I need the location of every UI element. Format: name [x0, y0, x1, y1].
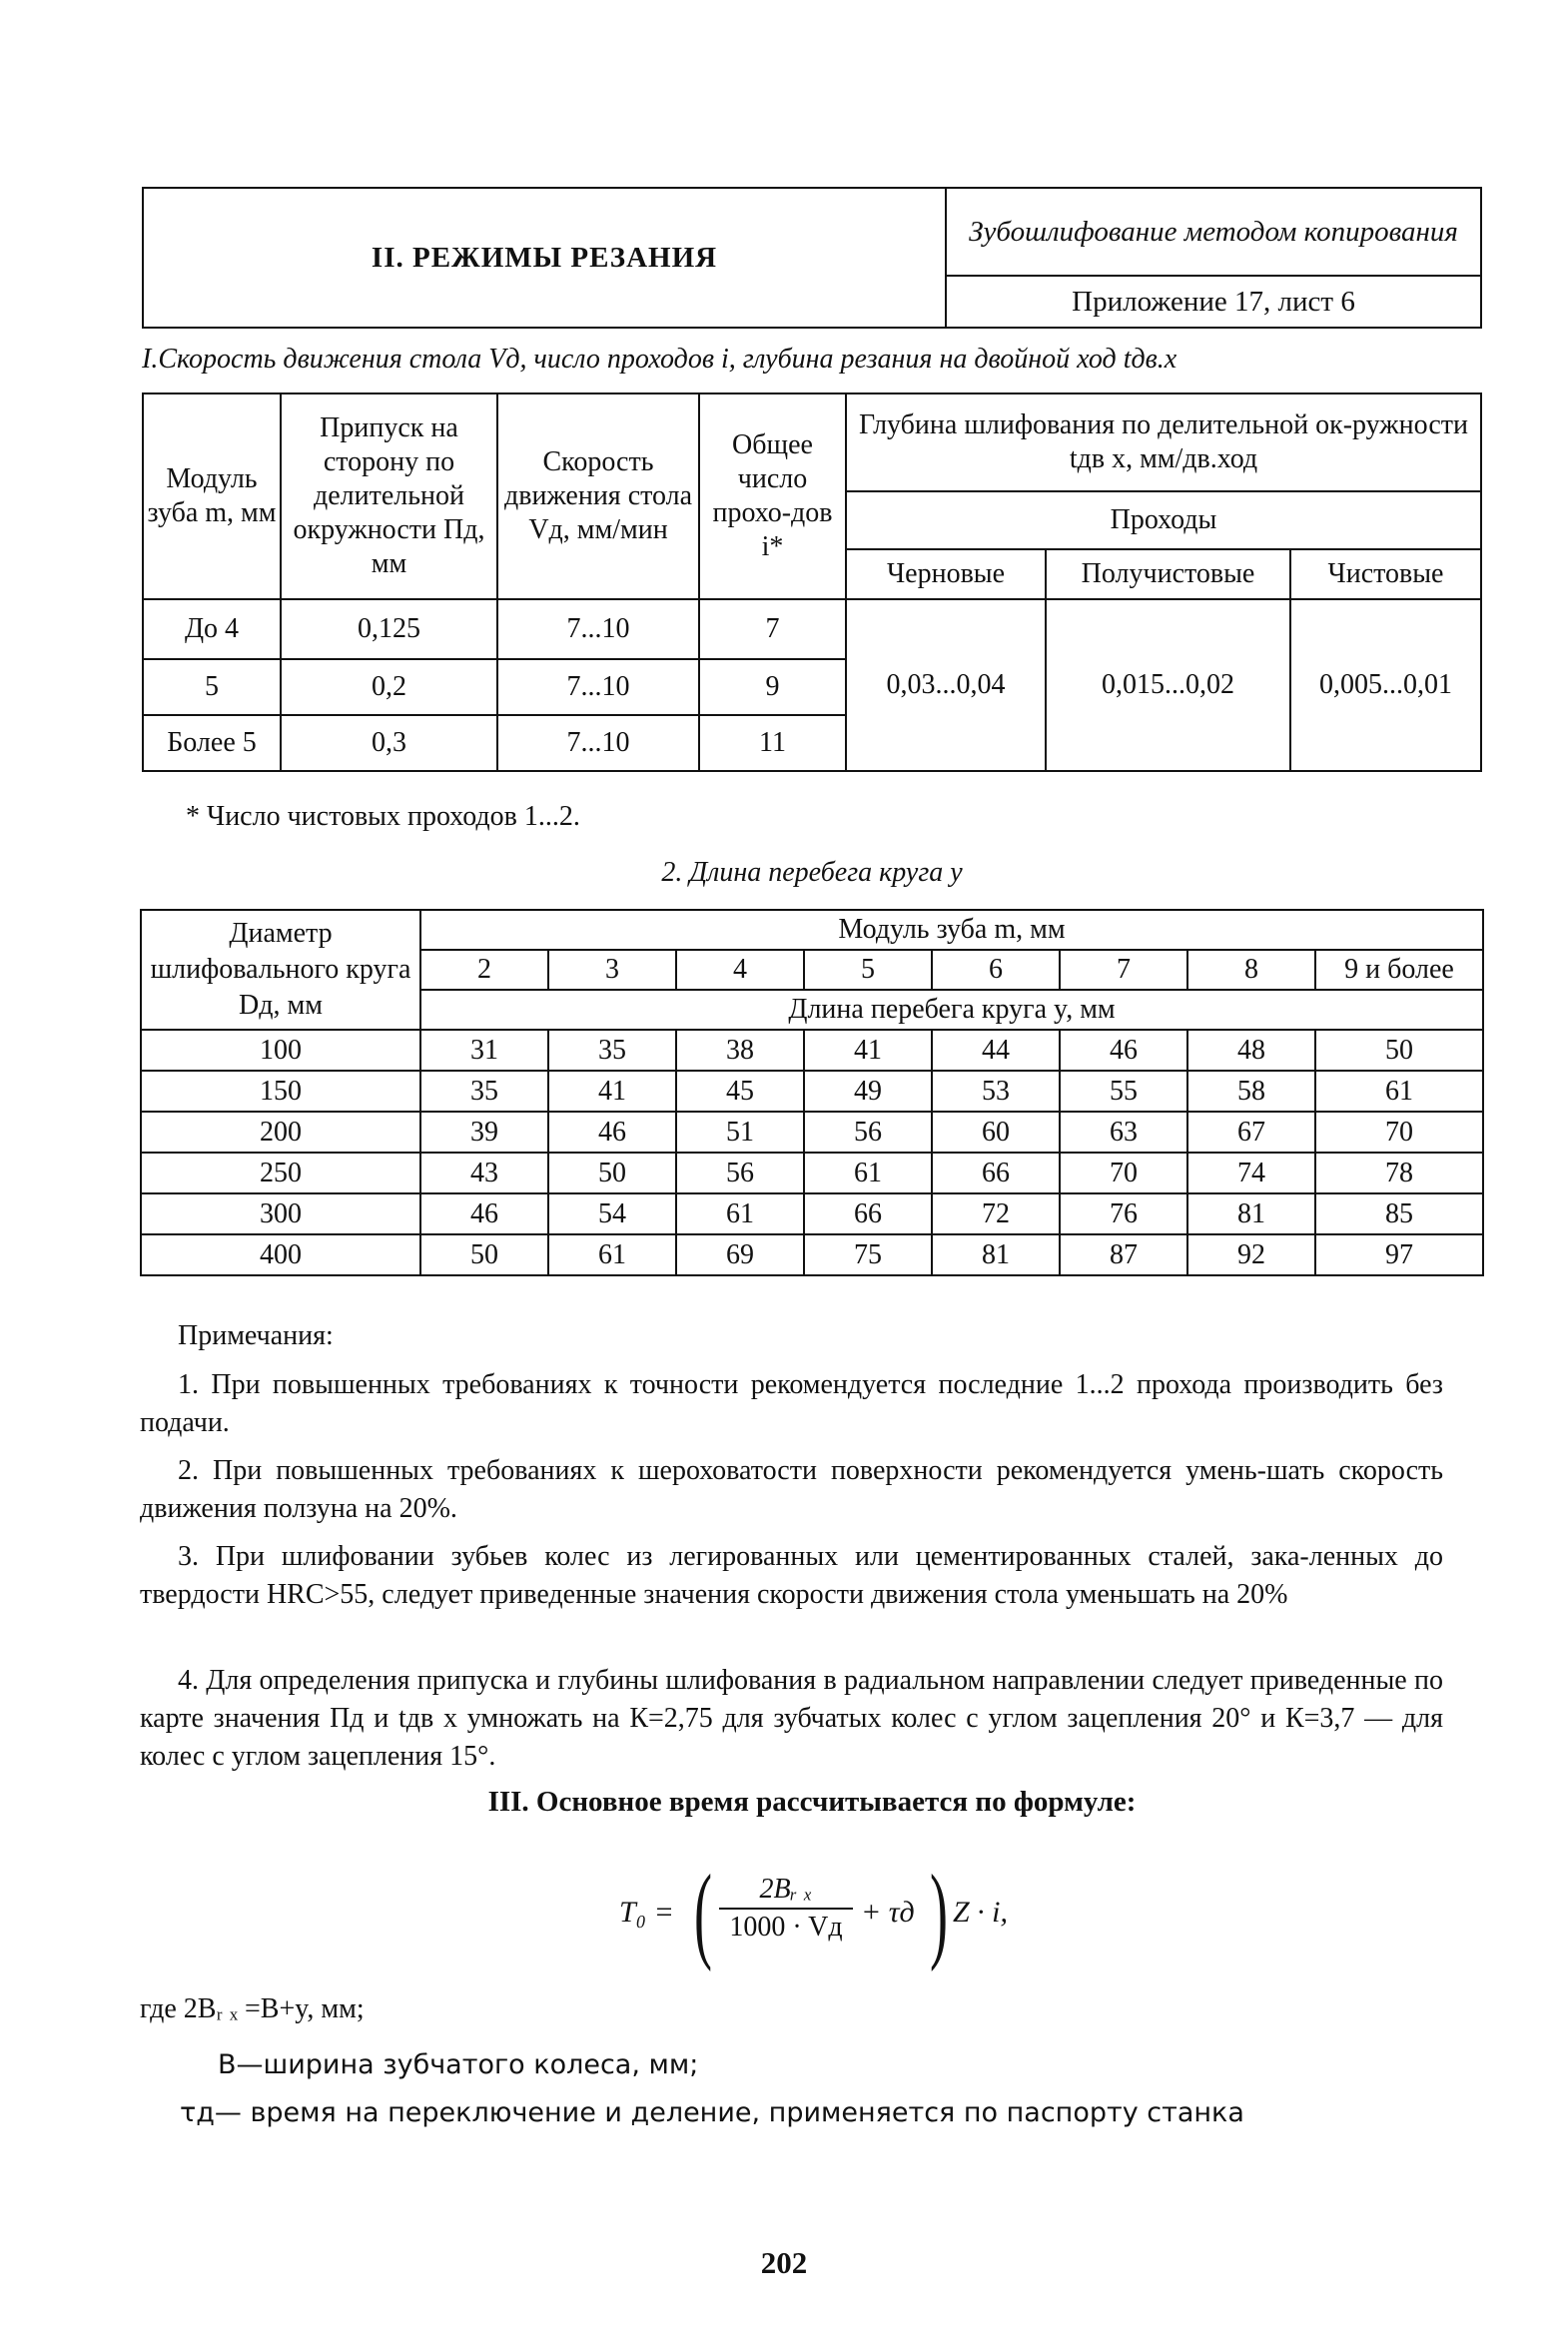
module-3: 3	[548, 950, 676, 990]
notes-title: Примечания:	[178, 1320, 334, 1351]
cell-diameter: 250	[141, 1153, 420, 1193]
table-row	[141, 1193, 1483, 1234]
cell-value: 61	[804, 1153, 932, 1193]
cell-value: 85	[1315, 1193, 1483, 1234]
cell-value: 43	[420, 1153, 548, 1193]
table-wheel-overrun	[140, 909, 1484, 1276]
cell-value: 70	[1315, 1112, 1483, 1153]
module-8: 8	[1187, 950, 1315, 990]
cell-allowance: 0,2	[281, 659, 497, 715]
formula-denominator: 1000 · Vд	[719, 1908, 853, 1944]
cell-value: 78	[1315, 1153, 1483, 1193]
cell-value: 72	[932, 1193, 1060, 1234]
cell-allowance: 0,3	[281, 715, 497, 771]
cell-passes: 9	[699, 659, 846, 715]
cell-module: 5	[143, 659, 281, 715]
table1-footnote: * Число чистовых проходов 1...2.	[186, 801, 580, 832]
table1-caption: I.Скорость движения стола Vд, число проходов i, глубина резания на двойной ход tдв.x	[142, 344, 1177, 375]
cell-value: 35	[548, 1030, 676, 1071]
col-speed-header: Скорость движения стола Vд, мм/мин	[497, 393, 699, 599]
header-block	[142, 187, 1482, 329]
table-row	[141, 1071, 1483, 1112]
cell-value: 38	[676, 1030, 804, 1071]
module-4: 4	[676, 950, 804, 990]
header-subtitle: Зубошлифование методом копирования	[946, 188, 1481, 276]
cell-diameter: 100	[141, 1030, 420, 1071]
cell-diameter: 400	[141, 1234, 420, 1275]
note-1: 1. При повышенных требованиях к точности рекомендуется последние 1...2 прохода производить без подачи.	[140, 1369, 1443, 1438]
module-7: 7	[1060, 950, 1187, 990]
col-depth-header: Глубина шлифования по делительной ок-ружности tдв х, мм/дв.ход	[846, 393, 1481, 491]
cell-speed: 7...10	[497, 715, 699, 771]
section3-title: III. Основное время рассчитывается по формуле:	[487, 1786, 1137, 1818]
tau-definition: τд— время на переключение и деление, применяется по паспорту станка	[180, 2097, 1244, 2128]
cell-diameter: 200	[141, 1112, 420, 1153]
cell-module: До 4	[143, 599, 281, 659]
cell-passes: 7	[699, 599, 846, 659]
cell-value: 61	[548, 1234, 676, 1275]
table-row	[141, 1234, 1483, 1275]
formula-lhs: T₀ =	[619, 1896, 674, 1929]
cell-depth-rough: 0,03...0,04	[846, 599, 1046, 771]
cell-value: 61	[676, 1193, 804, 1234]
cell-value: 41	[548, 1071, 676, 1112]
cell-value: 74	[1187, 1153, 1315, 1193]
cell-value: 66	[804, 1193, 932, 1234]
cell-value: 55	[1060, 1071, 1187, 1112]
cell-value: 44	[932, 1030, 1060, 1071]
b-definition: B—ширина зубчатого колеса, мм;	[218, 2049, 699, 2080]
cell-value: 56	[804, 1112, 932, 1153]
cell-value: 70	[1060, 1153, 1187, 1193]
col-module-header: Модуль зуба m, мм	[420, 910, 1483, 950]
formula-open-paren: (	[693, 1854, 712, 1972]
cell-value: 46	[548, 1112, 676, 1153]
table2-caption: 2. Длина перебега круга y	[661, 857, 963, 888]
formula-close-paren: )	[929, 1854, 948, 1972]
cell-value: 81	[1187, 1193, 1315, 1234]
cell-diameter: 150	[141, 1071, 420, 1112]
cell-value: 81	[932, 1234, 1060, 1275]
cell-value: 48	[1187, 1030, 1315, 1071]
cell-value: 45	[676, 1071, 804, 1112]
cell-value: 92	[1187, 1234, 1315, 1275]
note-4: 4. Для определения припуска и глубины шлифования в радиальном направлении следует приведенные по карте значения Пд и tдв х умножать на К=2,75 для зубчатых колес с углом зацепления 20° и К=3,7 — для колес с углом зацепления 15°.	[140, 1665, 1443, 1772]
cell-value: 39	[420, 1112, 548, 1153]
col-diameter-header: Диаметр шлифовального круга Dд, мм	[141, 910, 420, 1030]
col-passes-group: Проходы	[846, 491, 1481, 549]
cell-depth-finish: 0,005...0,01	[1290, 599, 1481, 771]
note-2: 2. При повышенных требованиях к шероховатости поверхности рекомендуется умень-шать скорость движения ползуна на 20%.	[140, 1455, 1443, 1524]
where-line: где 2Bᵣ ₓ =B+y, мм;	[140, 1993, 365, 2024]
module-9-plus: 9 и более	[1315, 950, 1483, 990]
table-row	[141, 1153, 1483, 1193]
col-finish-header: Чистовые	[1290, 549, 1481, 599]
cell-value: 31	[420, 1030, 548, 1071]
col-allowance-header: Припуск на сторону по делительной окружности Пд, мм	[281, 393, 497, 599]
cell-value: 50	[1315, 1030, 1483, 1071]
page-number: 202	[760, 2245, 808, 2280]
cell-value: 46	[1060, 1030, 1187, 1071]
cell-value: 66	[932, 1153, 1060, 1193]
cell-value: 50	[548, 1153, 676, 1193]
cell-value: 46	[420, 1193, 548, 1234]
cell-value: 35	[420, 1071, 548, 1112]
cell-value: 63	[1060, 1112, 1187, 1153]
cell-value: 76	[1060, 1193, 1187, 1234]
cell-value: 49	[804, 1071, 932, 1112]
cell-value: 50	[420, 1234, 548, 1275]
table-cutting-speed	[142, 392, 1482, 772]
module-6: 6	[932, 950, 1060, 990]
cell-value: 58	[1187, 1071, 1315, 1112]
cell-speed: 7...10	[497, 659, 699, 715]
cell-value: 67	[1187, 1112, 1315, 1153]
col-length-header: Длина перебега круга y, мм	[420, 990, 1483, 1030]
formula	[619, 1854, 1039, 1979]
cell-value: 53	[932, 1071, 1060, 1112]
formula-tail: Z · i,	[953, 1896, 1009, 1929]
cell-value: 41	[804, 1030, 932, 1071]
cell-depth-semi: 0,015...0,02	[1046, 599, 1290, 771]
col-rough-header: Черновые	[846, 549, 1046, 599]
formula-fraction	[719, 1874, 853, 1944]
table-row	[141, 1112, 1483, 1153]
cell-speed: 7...10	[497, 599, 699, 659]
note-3: 3. При шлифовании зубьев колес из легированных или цементированных сталей, зака-ленных до твердости HRC>55, следует приведенные значения скорости движения стола уменьшать на 20%	[140, 1541, 1443, 1610]
cell-value: 60	[932, 1112, 1060, 1153]
cell-value: 54	[548, 1193, 676, 1234]
module-5: 5	[804, 950, 932, 990]
col-passes-header: Общее число прохо-дов i*	[699, 393, 846, 599]
module-2: 2	[420, 950, 548, 990]
col-semi-header: Получистовые	[1046, 549, 1290, 599]
col-module-header: Модуль зуба m, мм	[143, 393, 281, 599]
table-row	[141, 1030, 1483, 1071]
cell-diameter: 300	[141, 1193, 420, 1234]
appendix-label: Приложение 17, лист 6	[946, 276, 1481, 328]
table-row	[143, 599, 1481, 659]
cell-value: 75	[804, 1234, 932, 1275]
cell-value: 61	[1315, 1071, 1483, 1112]
section-title: II. РЕЖИМЫ РЕЗАНИЯ	[143, 188, 946, 328]
cell-value: 97	[1315, 1234, 1483, 1275]
cell-value: 87	[1060, 1234, 1187, 1275]
cell-allowance: 0,125	[281, 599, 497, 659]
cell-passes: 11	[699, 715, 846, 771]
cell-value: 51	[676, 1112, 804, 1153]
cell-value: 69	[676, 1234, 804, 1275]
formula-numerator: 2Bᵣ ₓ	[759, 1874, 813, 1905]
formula-plus-tau: + τд	[861, 1896, 915, 1929]
cell-module: Более 5	[143, 715, 281, 771]
cell-value: 56	[676, 1153, 804, 1193]
